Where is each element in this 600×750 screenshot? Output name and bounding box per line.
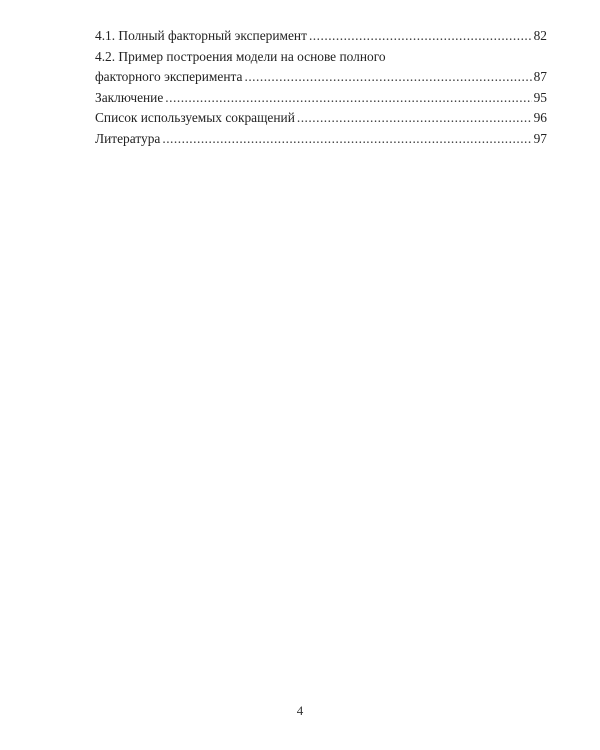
toc-line [95, 47, 547, 68]
toc-entry-page: 96 [533, 110, 547, 125]
toc-entry-page: 97 [533, 130, 547, 146]
toc-entry-title: 4.1. Полный факторный эксперимент [95, 28, 307, 43]
toc-entry-4-1[interactable] [95, 26, 547, 47]
toc-leader-dots [309, 26, 532, 47]
toc-entry-abbreviations[interactable] [95, 108, 547, 129]
toc-entry-title-continuation: факторного эксперимента [95, 69, 243, 84]
toc-leader-dots [162, 129, 531, 150]
toc-entry-page: 82 [533, 28, 547, 43]
toc-line [95, 129, 547, 150]
table-of-contents [95, 26, 547, 149]
toc-entry-page: 87 [533, 69, 547, 84]
toc-line [95, 67, 547, 88]
toc-entry-page: 95 [533, 89, 547, 105]
toc-entry-title: 4.2. Пример построения модели на основе полного [95, 48, 386, 64]
toc-entry-title: Список используемых сокращений [95, 110, 295, 125]
toc-entry-title: Литература [95, 130, 161, 146]
toc-leader-dots [297, 108, 532, 129]
toc-line [95, 108, 547, 129]
toc-line [95, 26, 547, 47]
toc-entry-conclusion[interactable] [95, 88, 547, 109]
toc-leader-dots [165, 88, 531, 109]
toc-line [95, 88, 547, 109]
page-number: 4 [296, 703, 304, 718]
toc-entry-literature[interactable] [95, 129, 547, 150]
toc-leader-dots [244, 67, 531, 88]
toc-entry-4-2[interactable] [95, 47, 547, 88]
toc-entry-title: Заключение [95, 89, 164, 105]
